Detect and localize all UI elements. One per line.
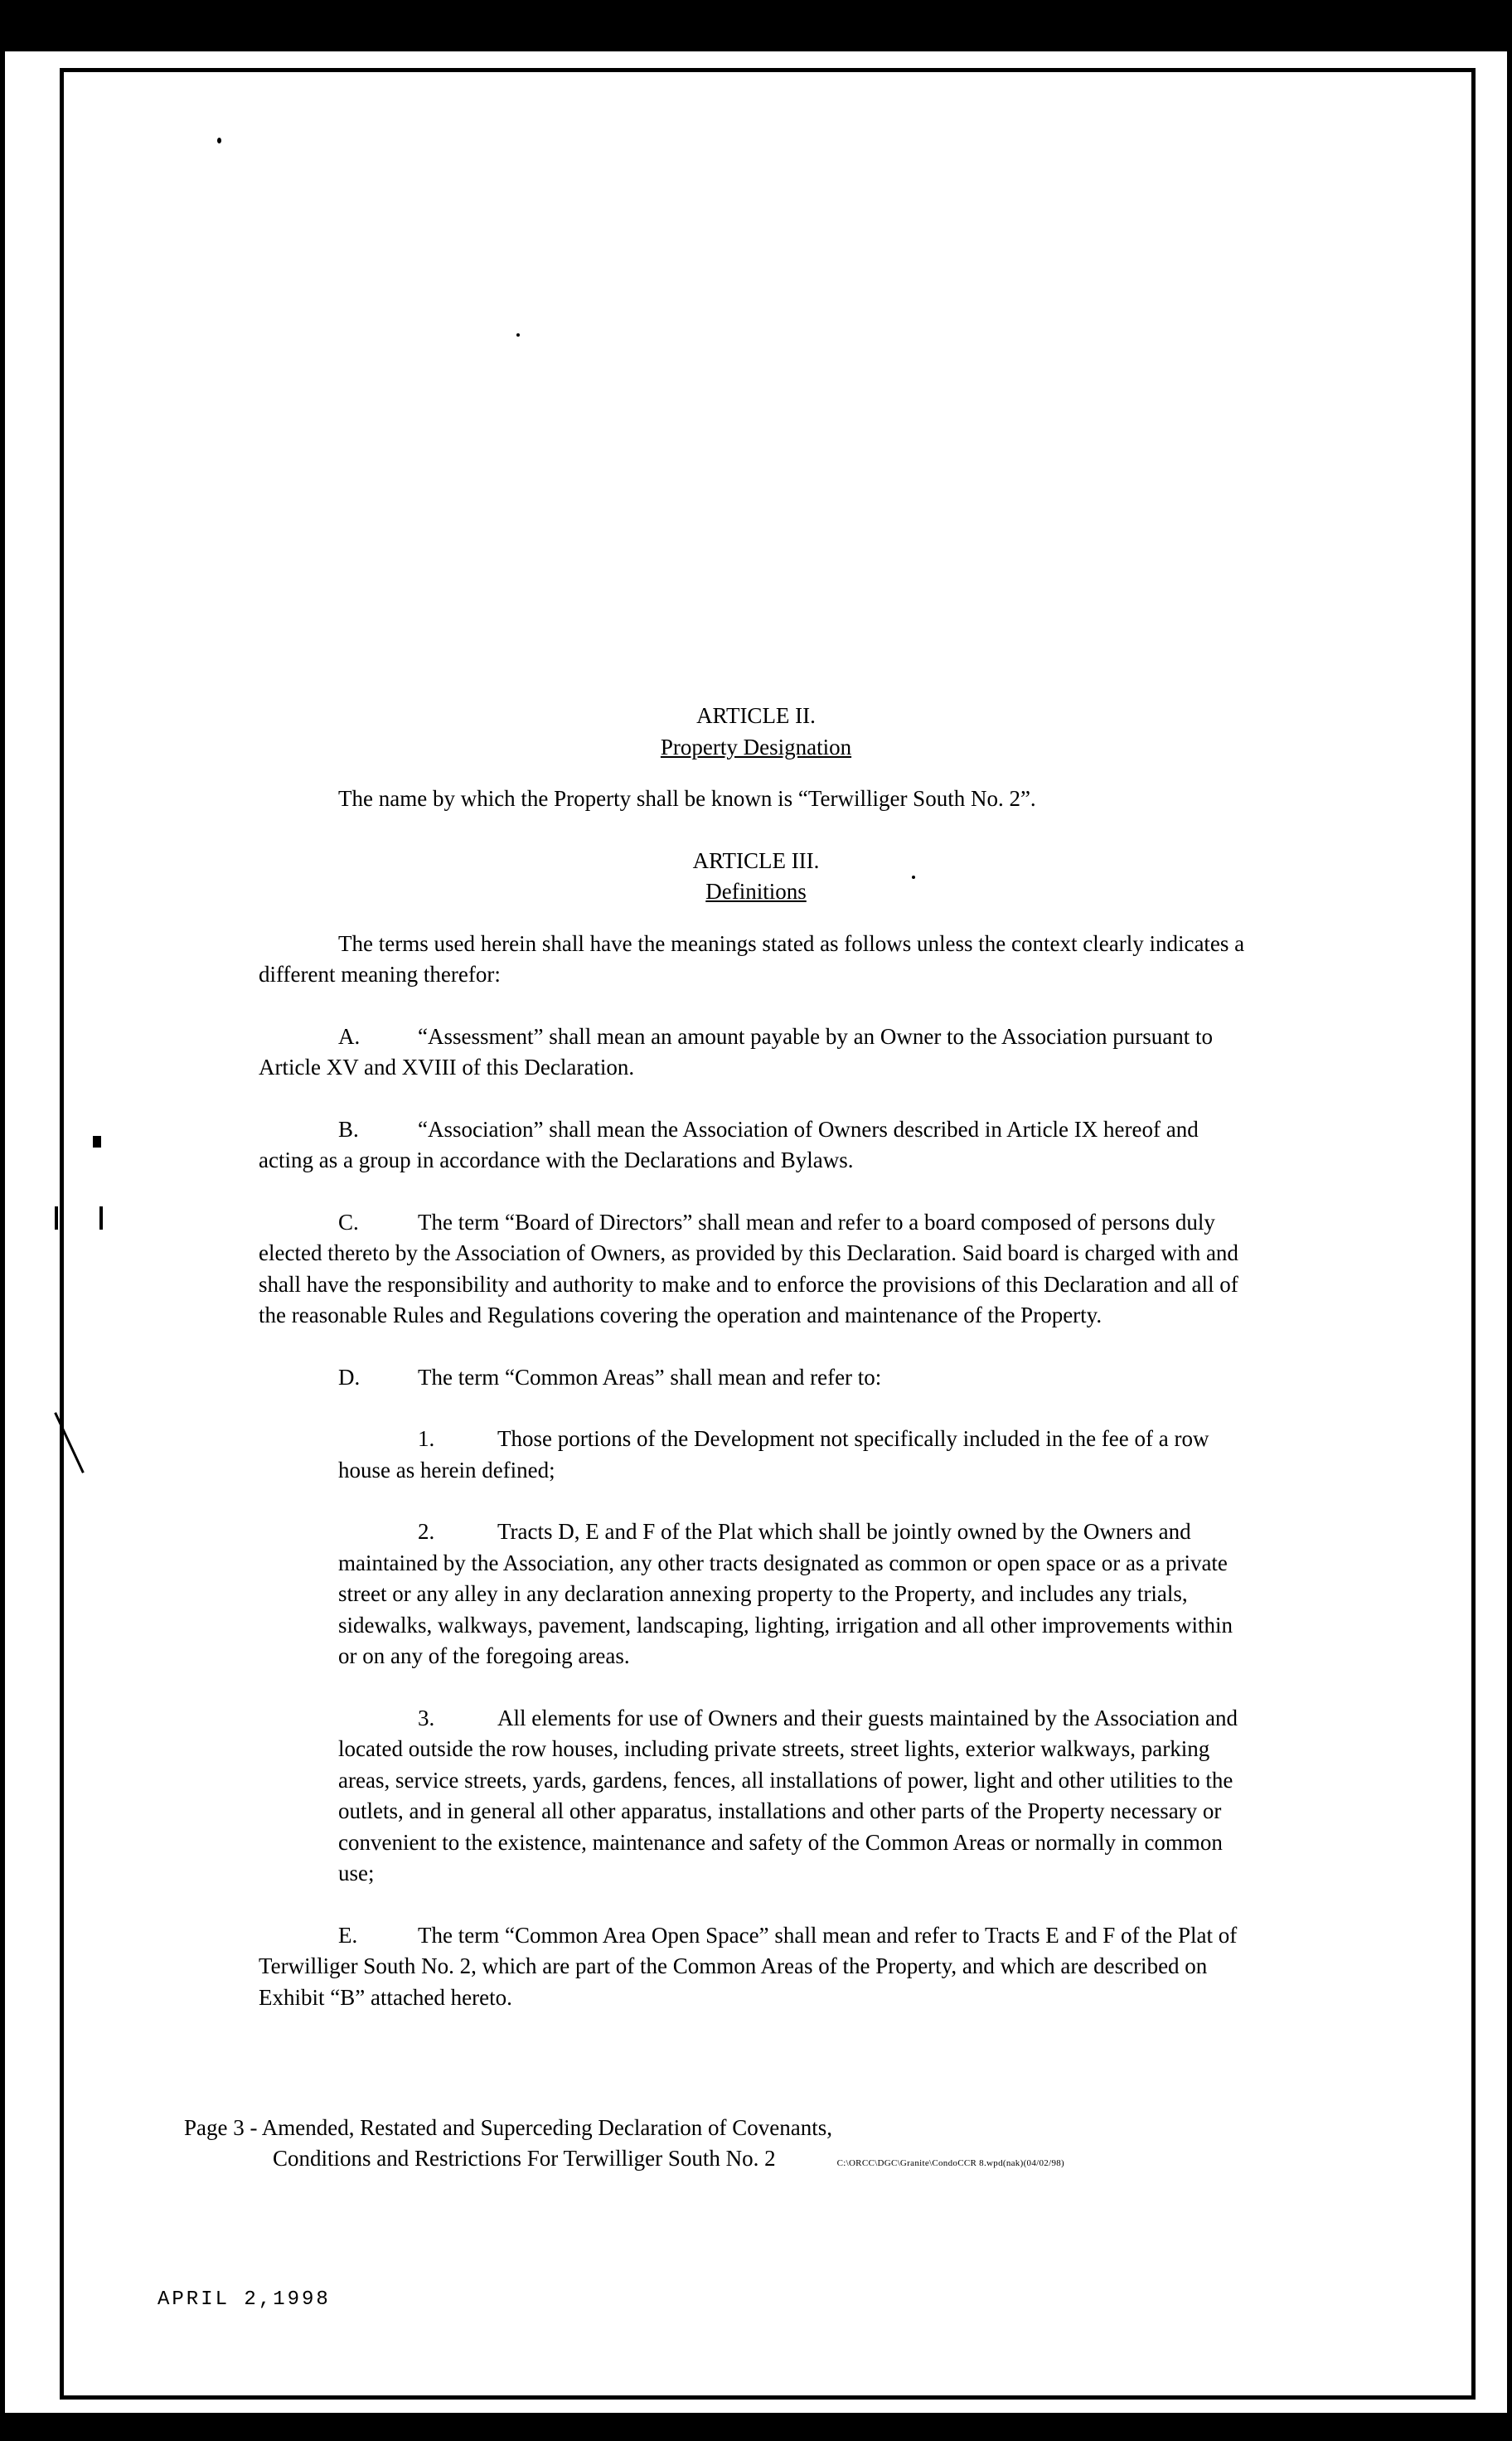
- definition-letter: D.: [338, 1364, 361, 1390]
- article-2-title: Property Designation: [660, 734, 852, 759]
- definition-letter: C.: [338, 1209, 359, 1235]
- scan-speck: [217, 138, 221, 143]
- footer-line-2: Conditions and Restrictions For Terwilliger South No. 2: [273, 2146, 776, 2171]
- common-areas-item-2: [338, 1517, 1253, 1672]
- scan-mark: [55, 1206, 103, 1230]
- page-footer: [184, 2113, 1345, 2179]
- subitem-number: 1.: [418, 1426, 435, 1451]
- footer-line-2-row: [273, 2143, 1345, 2179]
- file-reference: C:\ORCC\DGC\Granite\CondoCCR 8.wpd(nak)(04/02/98): [836, 2158, 1065, 2168]
- definition-a: [259, 1022, 1253, 1084]
- article-3-intro: The terms used herein shall have the meanings stated as follows unless the context clearly indicates a different meaning therefor:: [259, 930, 1245, 987]
- definition-b: [259, 1114, 1253, 1177]
- document-body: [259, 701, 1253, 2044]
- article-2-body: The name by which the Property shall be known is “Terwilliger South No. 2”.: [338, 786, 1036, 811]
- definition-d: [259, 1362, 1253, 1394]
- date-stamp: APRIL 2,1998: [158, 2288, 331, 2311]
- article-3-heading: ARTICLE III.: [692, 847, 820, 873]
- definition-text: The term “Common Area Open Space” shall mean and refer to Tracts E and F of the Plat of Terwilliger South No. 2, which are part of the Common Areas of the Property, and which are described on Exhibit “B” attached hereto.: [259, 1922, 1238, 2010]
- scan-mark: [93, 1136, 101, 1148]
- scan-border-left: [0, 0, 5, 2441]
- definition-letter: B.: [338, 1116, 359, 1142]
- definition-e: [259, 1920, 1253, 2014]
- common-areas-item-1: [338, 1424, 1253, 1486]
- definition-c: [259, 1207, 1253, 1332]
- article-2-heading: ARTICLE II.: [696, 703, 816, 728]
- subitem-text: Those portions of the Development not specifically included in the fee of a row house as herein defined;: [338, 1426, 1209, 1483]
- definition-text: The term “Board of Directors” shall mean and refer to a board composed of persons duly elected thereto by the Association of Owners, as provided by this Declaration. Said board is charged with and shall have the responsibility and authority to make and to enforce the provisions of this Declaration and all of the reasonable Rules and Regulations covering the operation and maintenance of the Property.: [259, 1209, 1238, 1327]
- subitem-text: Tracts D, E and F of the Plat which shall be jointly owned by the Owners and maintained by the Association, any other tracts designated as common or open space or as a private street or any alley in any declaration annexing property to the Property, and includes any trials, sidewalks, walkways, pavement, landscaping, lighting, irrigation and all other improvements within or on any of the foregoing areas.: [338, 1519, 1233, 1668]
- definition-letter: E.: [338, 1922, 358, 1948]
- definition-text: “Association” shall mean the Association of Owners described in Article IX hereof and acting as a group in accordance with the Declarations and Bylaws.: [259, 1116, 1199, 1172]
- common-areas-item-3: [338, 1703, 1253, 1890]
- subitem-number: 3.: [418, 1705, 435, 1730]
- definition-letter: A.: [338, 1023, 361, 1049]
- definition-text: The term “Common Areas” shall mean and refer to:: [418, 1364, 882, 1390]
- subitem-number: 2.: [418, 1519, 435, 1544]
- subitem-text: All elements for use of Owners and their guests maintained by the Association and located outside the row houses, including private streets, street lights, exterior walkways, parking areas, service streets, yards, gardens, fences, all installations of power, light and other utilities to the outlets, and in general all other apparatus, installations and other parts of the Property necessary or convenient to the existence, maintenance and safety of the Common Areas or normally in common use;: [338, 1705, 1238, 1885]
- footer-line-1: Page 3 - Amended, Restated and Superceding Declaration of Covenants,: [184, 2115, 833, 2140]
- scan-border-right: [1507, 0, 1512, 2441]
- scan-speck: [516, 333, 520, 337]
- article-3-title: Definitions: [705, 879, 807, 904]
- scan-border-bottom: [0, 2413, 1512, 2441]
- definition-text: “Assessment” shall mean an amount payable by an Owner to the Association pursuant to Article XV and XVIII of this Declaration.: [259, 1023, 1214, 1080]
- scan-border-top: [0, 0, 1512, 51]
